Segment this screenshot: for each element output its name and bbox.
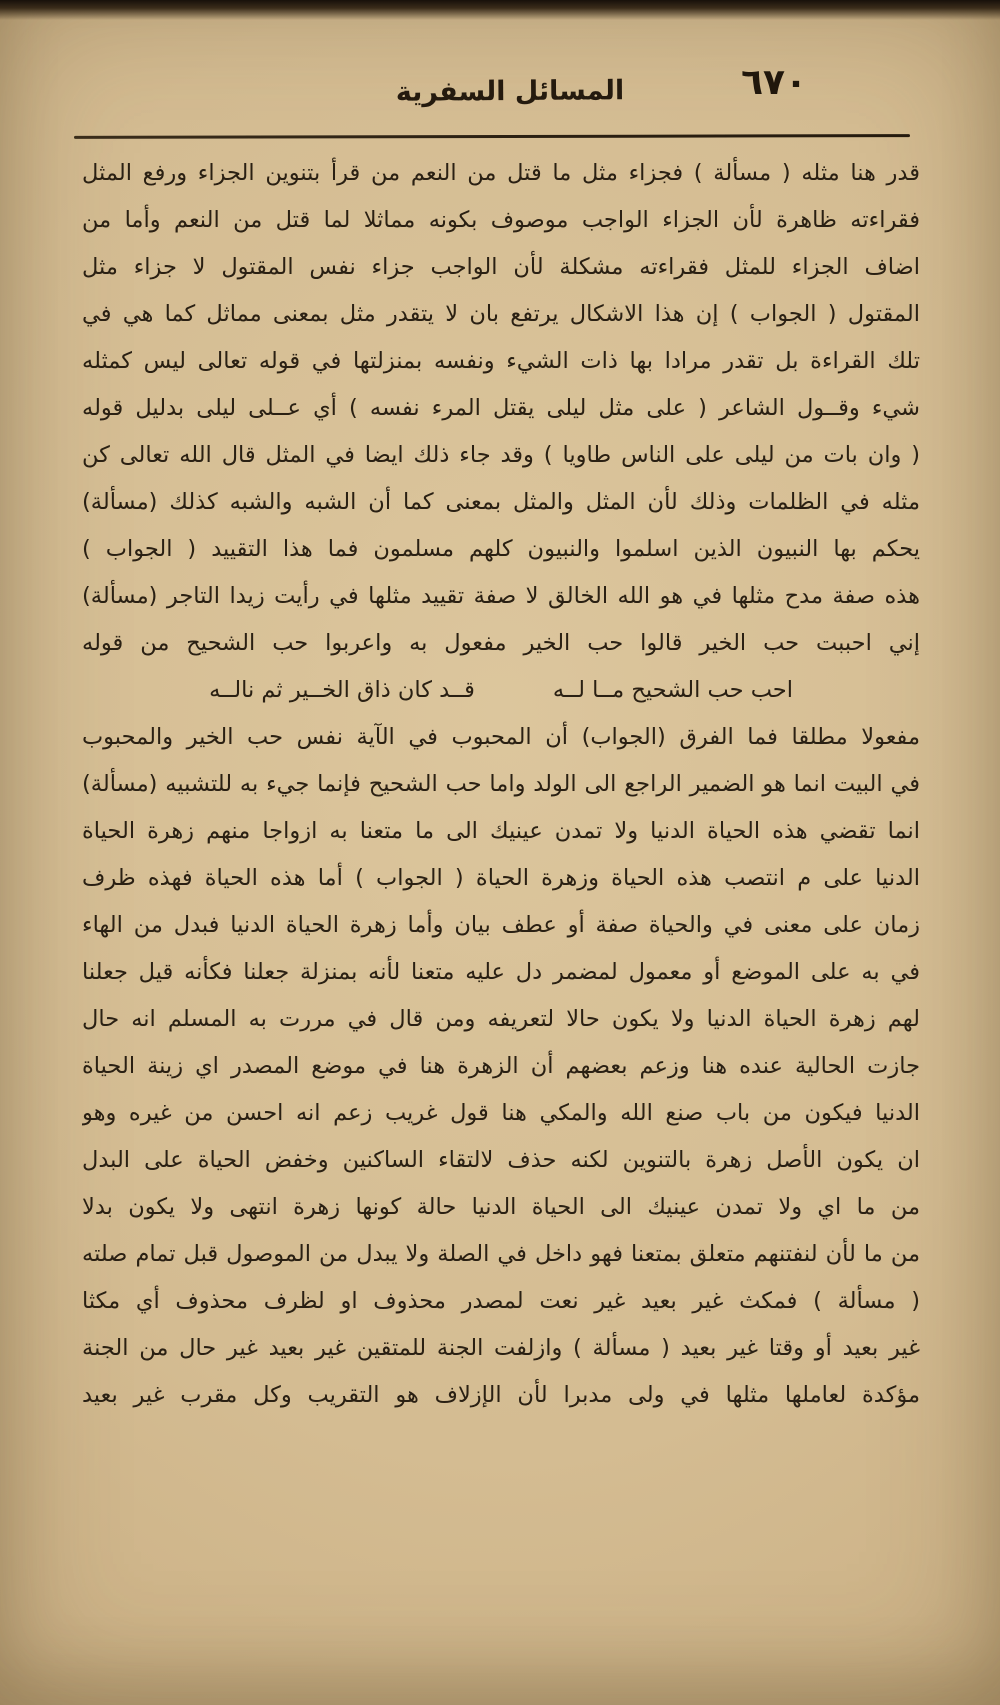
text-line: في به على الموضع أو معمول لمضمر دل عليه متعنا لأنه بمنزلة جعلنا فكأنه قيل جعلنا (82, 959, 920, 985)
text-line: ( مسألة ) فمكث غير بعيد غير نعت لمصدر محذوف او لظرف محذوف أي مكثا (82, 1288, 920, 1314)
text-line: ان يكون الأصل زهرة بالتنوين لكنه حذف لالتقاء الساكنين وخفض الحياة على البدل (82, 1147, 920, 1173)
text-line: فقراءته ظاهرة لأن الجزاء الواجب موصوف بكونه مماثلا لما قتل من النعم وأما من (82, 207, 920, 233)
text-line: مثله في الظلمات وذلك لأن المثل والمثل بمعنى كما أن الشبه والشبه كذلك (مسألة) (82, 489, 920, 515)
page-header (75, 60, 925, 124)
text-line: غير بعيد أو وقتا غير بعيد ( مسألة ) وازلفت الجنة للمتقين غير بعيد غير حال من الجنة (82, 1335, 920, 1361)
text-line: لهم زهرة الحياة الدنيا ولا يكون حالا لتعريفه ومن قال في مررت به المسلم انه حال (82, 1006, 920, 1032)
text-line: الدنيا على م انتصب هذه الحياة وزهرة الحياة ( الجواب ) أما هذه الحياة فهذه ظرف (82, 865, 920, 891)
scan-top-edge (0, 0, 1000, 20)
poetry-verse (82, 667, 920, 714)
text-line: مؤكدة لعاملها مثلها في ولى مدبرا لأن الإزلاف هو التقريب وكل مقرب غير بعيد (82, 1382, 920, 1408)
text-line: هذه صفة مدح مثلها في هو الله الخالق لا صفة تقييد مثلها في رأيت زيدا التاجر (مسألة) (82, 583, 920, 609)
text-line: ( وان بات من ليلى على الناس طاويا ) وقد جاء ذلك ايضا في المثل قال الله تعالى كن (82, 442, 920, 468)
body-text (82, 150, 920, 1419)
page-number: ٦٧٠ (741, 62, 807, 103)
text-line: قدر هنا مثله ( مسألة ) فجزاء مثل ما قتل من النعم من قرأ بتنوين الجزاء ورفع المثل (82, 160, 920, 186)
text-line: المقتول ( الجواب ) إن هذا الاشكال يرتفع بان لا يتقدر مثل بمعنى مماثل كما هي في (82, 301, 920, 327)
header-divider (74, 134, 910, 139)
page-title: المسائل السفرية (395, 75, 625, 108)
verse-first-hemistich: احب حب الشحيح مــا لــه (552, 677, 793, 703)
text-line: الدنيا فيكون من باب صنع الله والمكي هنا قول غريب زعم انه احسن من غيره وهو (82, 1100, 920, 1126)
text-line: في البيت انما هو الضمير الراجع الى الولد واما حب الشحيح فإنما جيء به للتشبيه (مسألة) (82, 771, 920, 797)
text-line: شيء وقــول الشاعر ( على مثل ليلى يقتل المرء نفسه ) أي عــلى ليلى بدليل قوله (82, 395, 920, 421)
text-line: جازت الحالية عنده هنا وزعم بعضهم أن الزهرة هنا في موضع المصدر اي زينة الحياة (82, 1053, 920, 1079)
text-line: اضاف الجزاء للمثل فقراءته مشكلة لأن الواجب جزاء نفس المقتول لا جزاء مثل (82, 254, 920, 280)
text-line: مفعولا مطلقا فما الفرق (الجواب) أن المحبوب في الآية نفس حب الخير والمحبوب (82, 724, 920, 750)
text-line: زمان على معنى في والحياة صفة أو عطف بيان وأما زهرة الحياة الدنيا فبدل من الهاء (82, 912, 920, 938)
text-line: يحكم بها النبيون الذين اسلموا والنبيون كلهم مسلمون فما هذا التقييد ( الجواب ) (82, 536, 920, 562)
text-line: تلك القراءة بل تقدر مرادا بها ذات الشيء ونفسه بمنزلتها في قوله تعالى ليس كمثله (82, 348, 920, 374)
text-line: من ما لأن لنفتنهم متعلق بمتعنا فهو داخل في الصلة ولا يبدل من الموصول قبل تمام صلته (82, 1241, 920, 1267)
text-line: من ما اي ولا تمدن عينيك الى الحياة الدنيا حالة كونها زهرة انتهى ولا يكون بدلا (82, 1194, 920, 1220)
verse-second-hemistich: قــد كان ذاق الخــير ثم نالــه (209, 677, 475, 703)
text-line: إني احببت حب الخير قالوا حب الخير مفعول به واعربوا حب الشحيح من قوله (82, 630, 920, 656)
text-line: انما تقضي هذه الحياة الدنيا ولا تمدن عينيك الى ما متعنا به ازواجا منهم زهرة الحياة (82, 818, 920, 844)
